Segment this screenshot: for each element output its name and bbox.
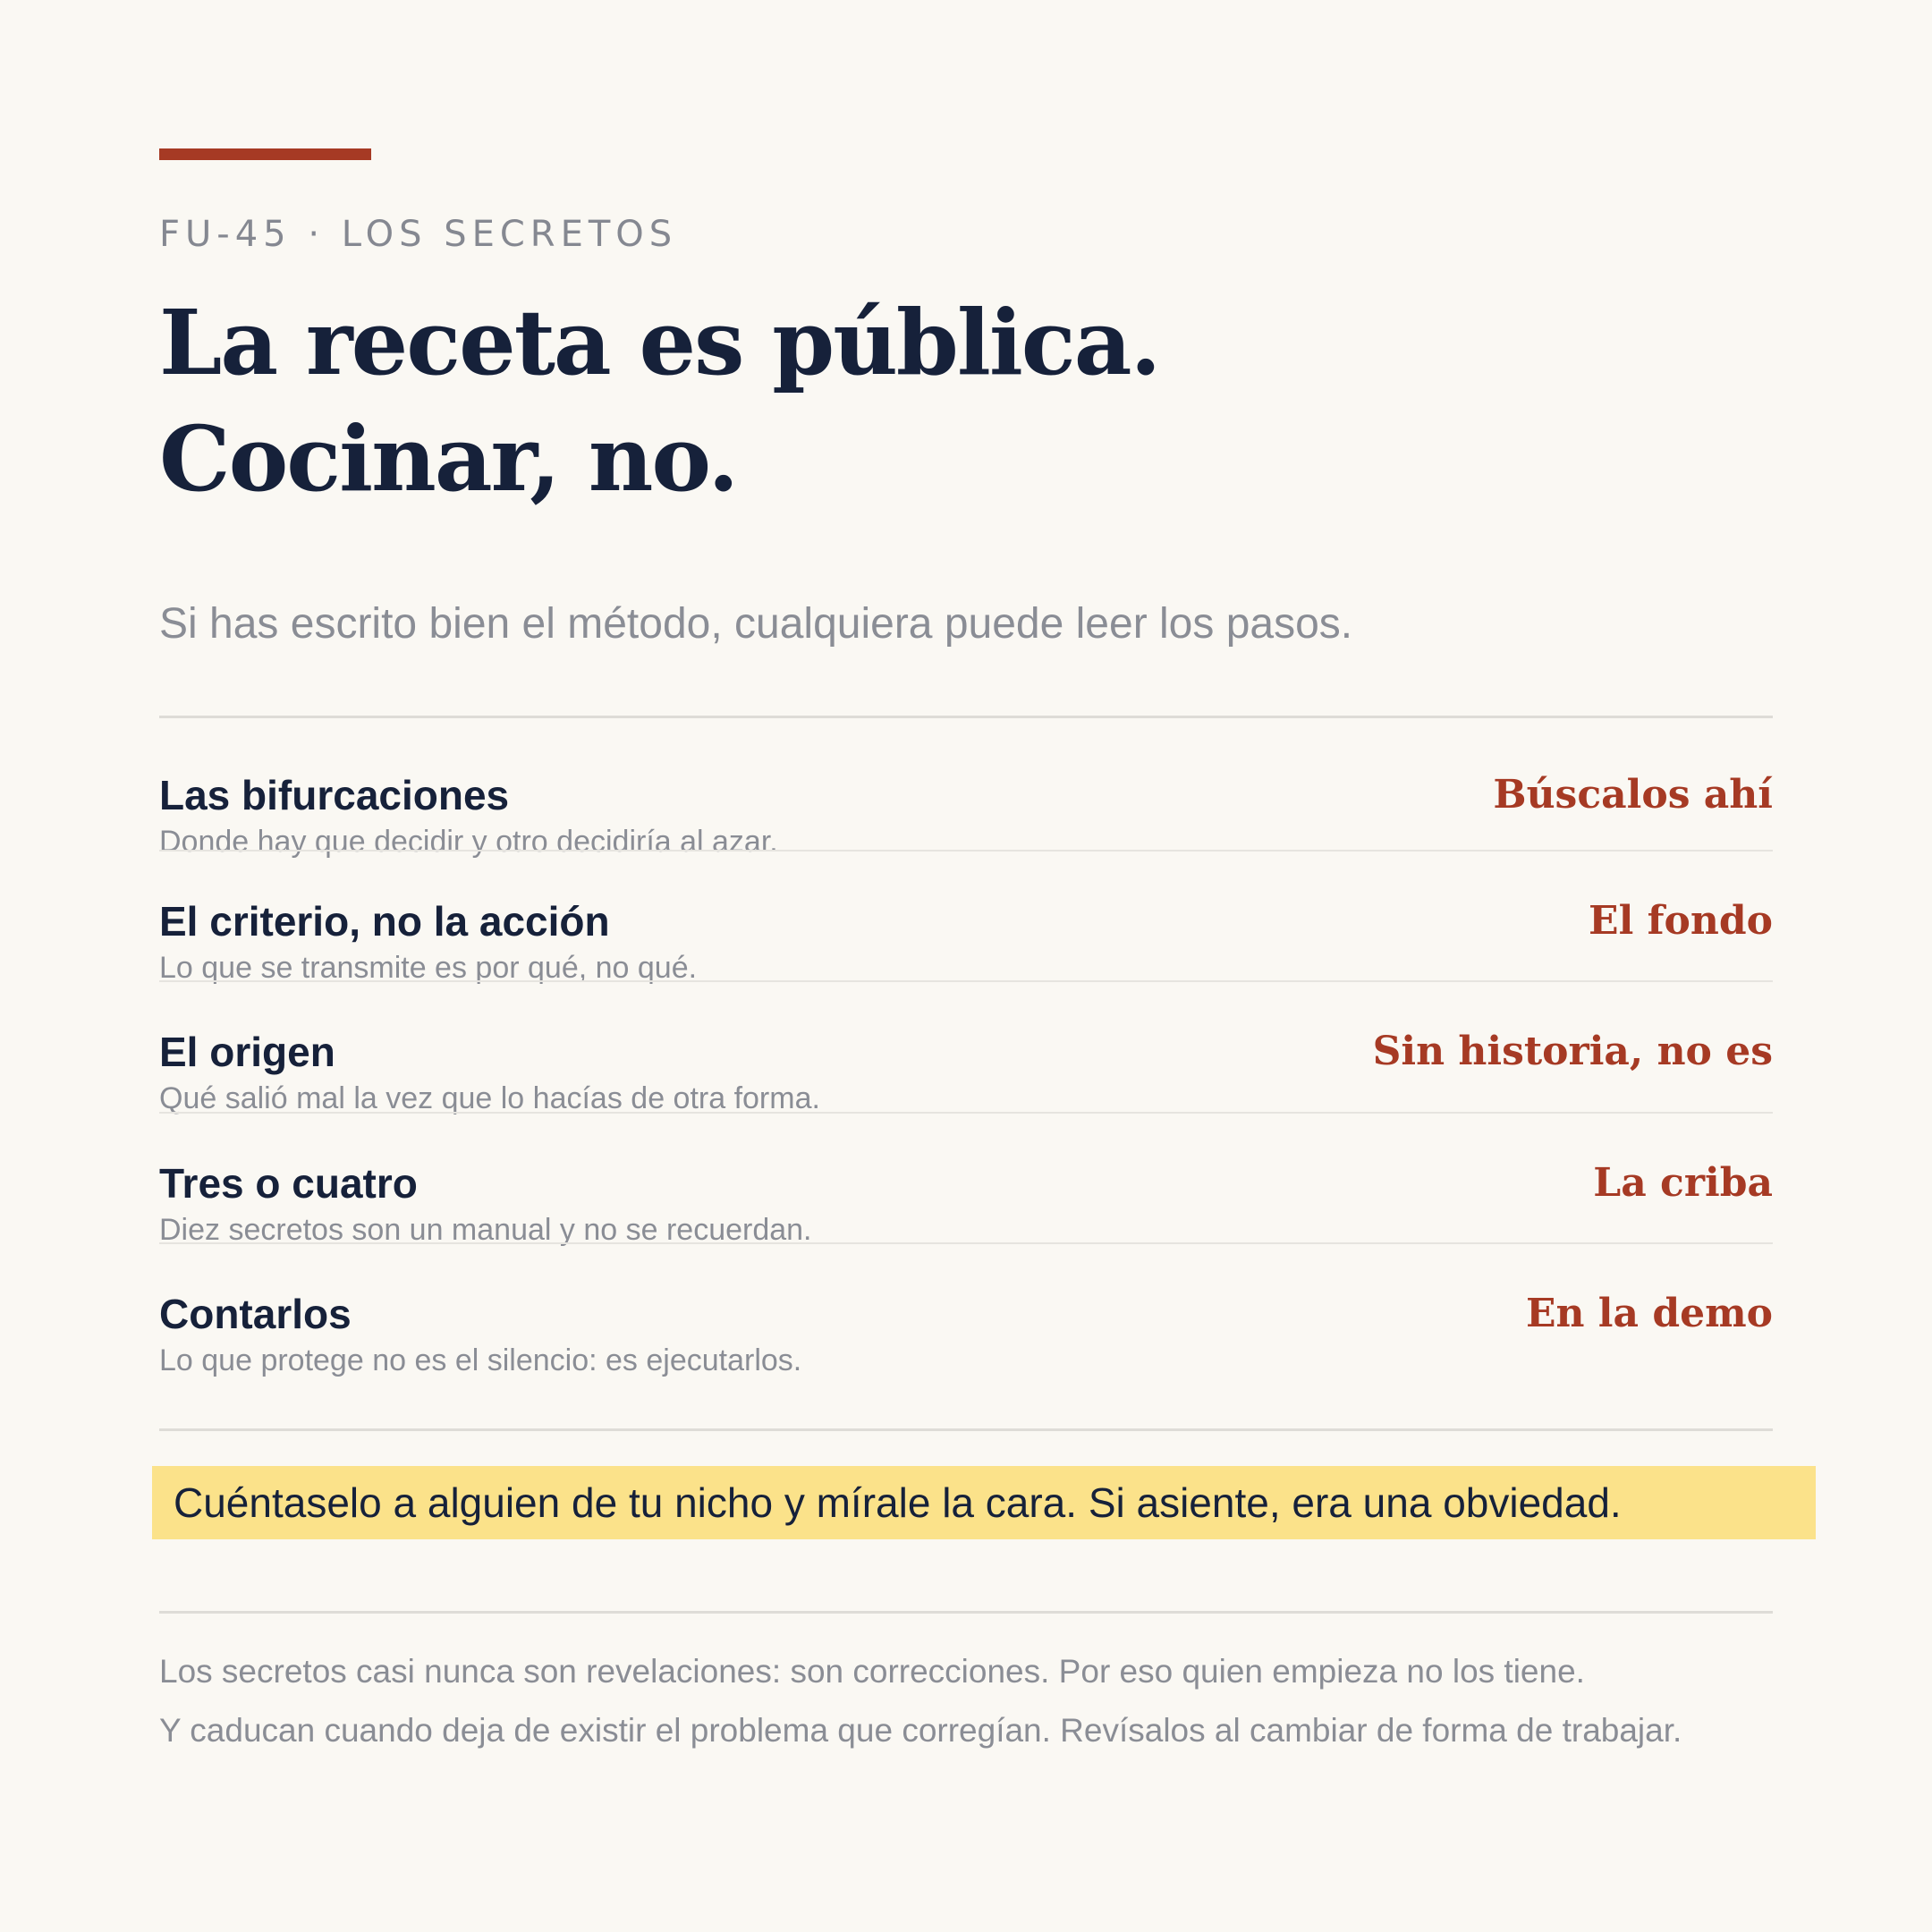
list-item [159,1242,1773,1377]
footer-line-2: Y caducan cuando deja de existir el problema que corregían. Revísalos al cambiar de forma de trabajar. [159,1712,1682,1749]
item-tag: Sin historia, no es [1372,1029,1773,1074]
item-tag: En la demo [1525,1291,1773,1336]
item-tag: El fondo [1589,897,1773,944]
title-line-1: La receta es pública. [159,290,1160,395]
accent-bar [159,148,371,160]
footer-note [159,1642,1682,1760]
divider-footer [159,1611,1773,1614]
item-description: Donde hay que decidir y otro decidiría al azar. [159,825,778,859]
subtitle: Si has escrito bien el método, cualquiera puede leer los pasos. [159,600,1353,648]
list-item [159,980,1773,1115]
item-tag: Búscalos ahí [1493,772,1773,818]
divider-bottom [159,1428,1773,1431]
footer-line-1: Los secretos casi nunca son revelaciones: son correcciones. Por eso quien empieza no los tiene. [159,1653,1585,1690]
item-description: Lo que se transmite es por qué, no qué. [159,950,698,985]
item-title: El criterio, no la acción [159,897,610,945]
eyebrow-label: FU-45 · LOS SECRETOS [159,214,678,255]
item-title: Contarlos [159,1291,352,1337]
secrets-list [159,718,1773,1377]
list-item [159,1112,1773,1247]
item-description: Lo que protege no es el silencio: es ejecutarlos. [159,1343,802,1377]
item-title: Las bifurcaciones [159,772,510,818]
item-description: Diez secretos son un manual y no se recuerdan. [159,1212,812,1247]
page-title [159,284,1159,517]
list-item [159,718,1773,859]
highlight-callout: Cuéntaselo a alguien de tu nicho y mírale la cara. Si asiente, era una obviedad. [152,1466,1816,1539]
item-title: Tres o cuatro [159,1159,418,1207]
title-line-2: Cocinar, no. [159,406,738,512]
item-tag: La criba [1593,1159,1773,1206]
item-title: El origen [159,1029,335,1075]
page [159,0,1773,1932]
list-item [159,850,1773,985]
item-description: Qué salió mal la vez que lo hacías de otra forma. [159,1081,820,1115]
